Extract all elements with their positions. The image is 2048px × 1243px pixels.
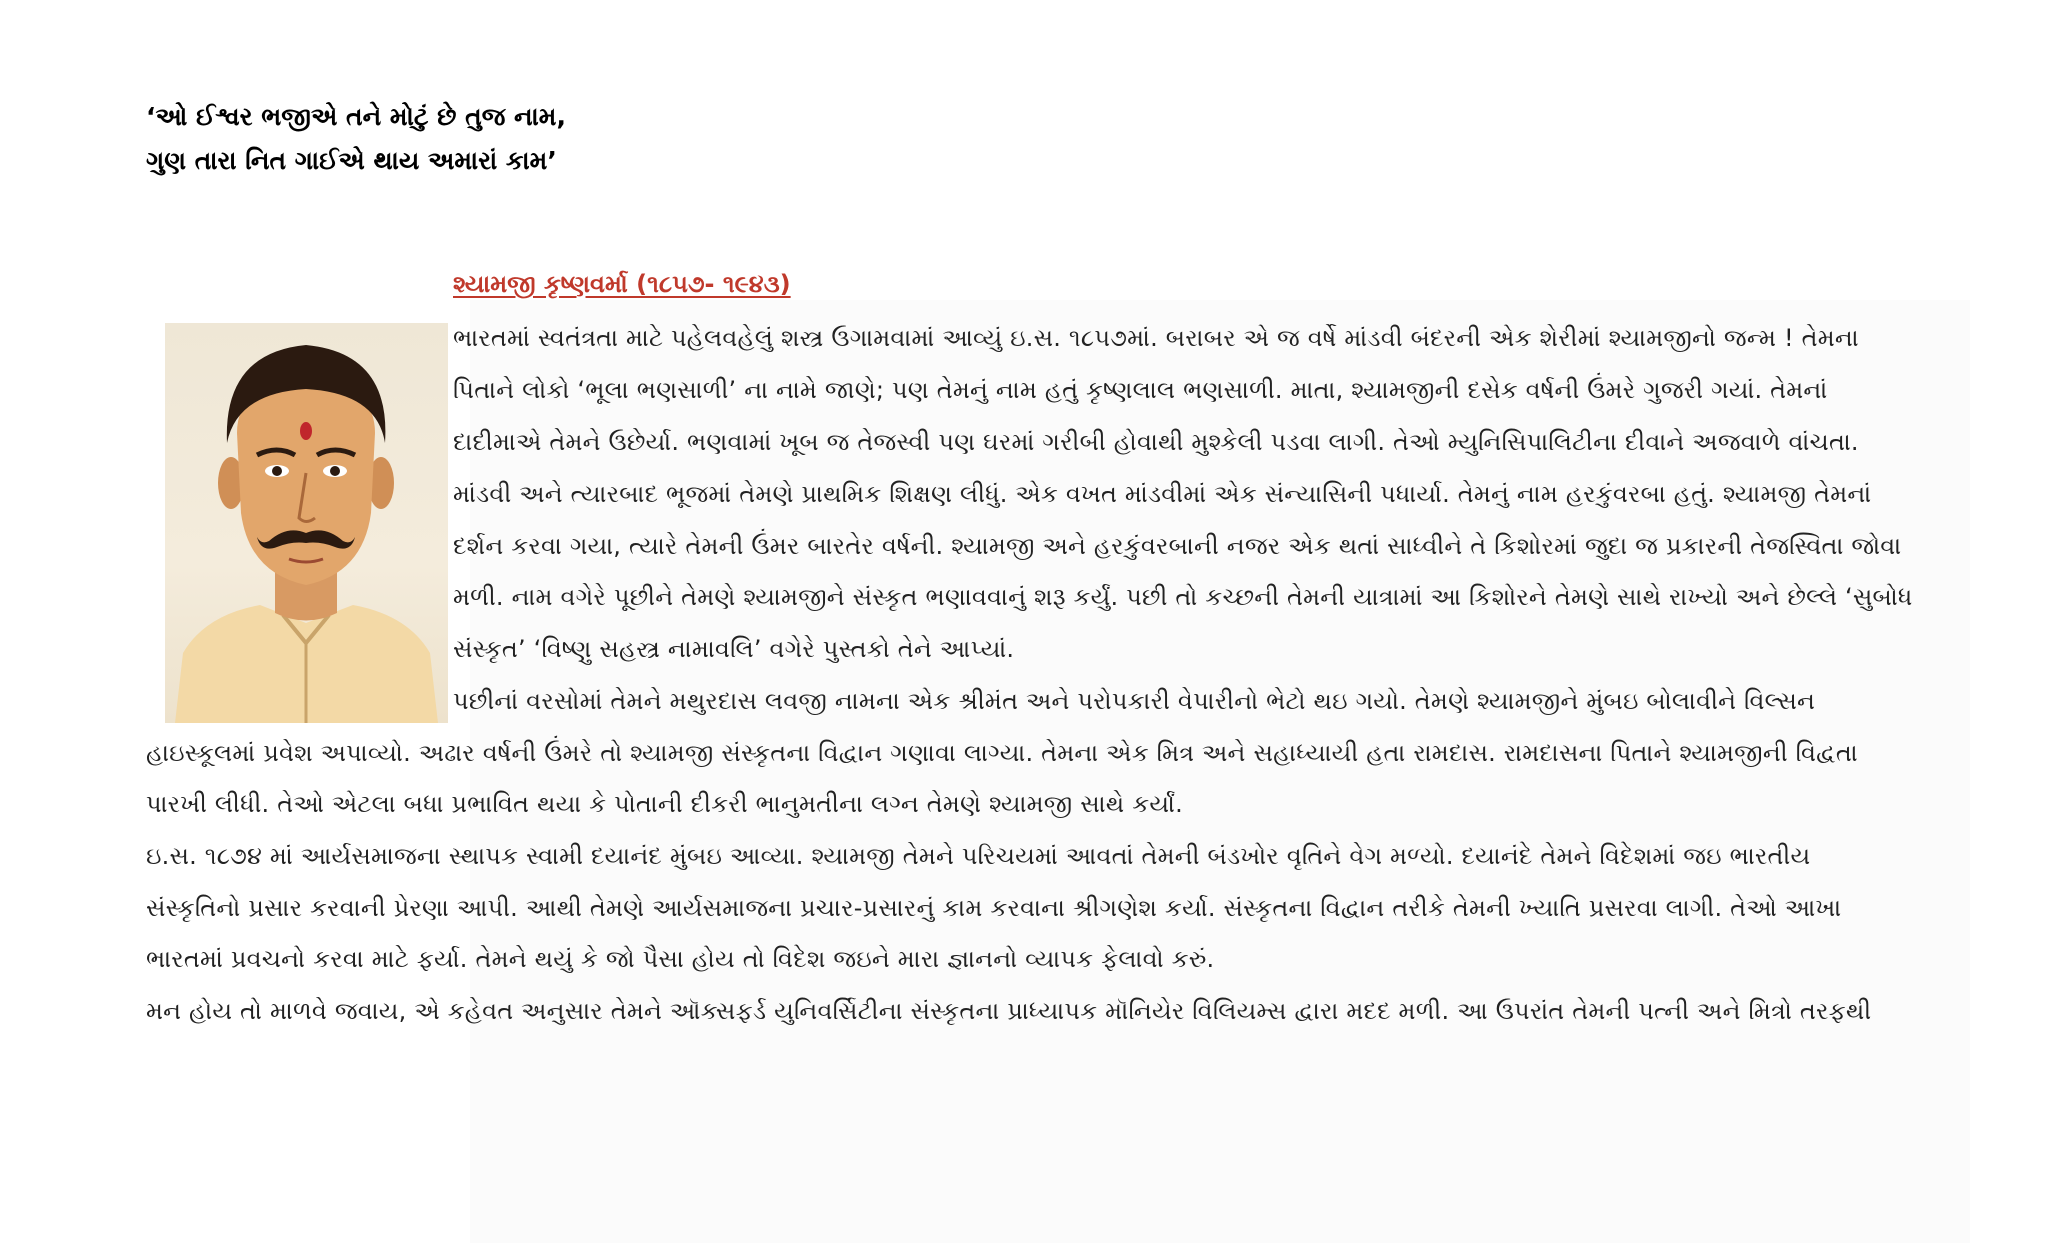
article-line: પારખી લીધી. તેઓ એટલા બધા પ્રભાવિત થયા કે પોતાની દીકરી ભાનુમતીના લગ્ન તેમણે શ્યામજી સાથે કર્યાં. [146, 790, 1183, 818]
article-line: દર્શન કરવા ગયા, ત્યારે તેમની ઉંમર બારતેર વર્ષની. શ્યામજી અને હરકુંવરબાની નજર એક થતાં સાધ્વીને તે કિશોરમાં જુદા જ પ્રકારની તેજસ્વિતા જોવા [453, 532, 1902, 560]
article-line: પછીનાં વરસોમાં તેમને મથુરદાસ લવજી નામના એક શ્રીમંત અને પરોપકારી વેપારીનો ભેટો થઇ ગયો. તેમણે શ્યામજીને મુંબઇ બોલાવીને વિલ્સન [453, 687, 1816, 715]
article-line: મળી. નામ વગેરે પૂછીને તેમણે શ્યામજીને સંસ્કૃત ભણાવવાનું શરૂ કર્યું. પછી તો કચ્છની તેમની યાત્રામાં આ કિશોરને તેમણે સાથે રાખ્યો અને છેલ્લે ‘સુબોધ [453, 583, 1913, 611]
prayer-line-2: ગુણ તારા નિત ગાઈએ થાય અમારાં કામ’ [146, 146, 557, 175]
article-line: પિતાને લોકો ‘ભૂલા ભણસાળી’ ના નામે જાણે; પણ તેમનું નામ હતું કૃષ્ણલાલ ભણસાળી. માતા, શ્યામજીની દસેક વર્ષની ઉંમરે ગુજરી ગયાં. તેમનાં [453, 376, 1828, 404]
article-line: માંડવી અને ત્યારબાદ ભૂજમાં તેમણે પ્રાથમિક શિક્ષણ લીધું. એક વખત માંડવીમાં એક સંન્યાસિની પધાર્યા. તેમનું નામ હરકુંવરબા હતું. શ્યામજી તેમનાં [453, 480, 1872, 508]
prayer-line-1: ‘ઓ ઈશ્વર ભજીએ તને મોટું છે તુજ નામ, [146, 102, 566, 131]
article-line: હાઇસ્કૂલમાં પ્રવેશ અપાવ્યો. અઢાર વર્ષની ઉંમરે તો શ્યામજી સંસ્કૃતના વિદ્વાન ગણાવા લાગ્યા. તેમના એક મિત્ર અને સહાધ્યાયી હતા રામદાસ. રામદાસના પિતાને શ્યામજીની વિદ્વતા [146, 739, 1858, 767]
article-line: મન હોય તો માળવે જવાય, એ કહેવત અનુસાર તેમને ઑક્સફર્ડ યુનિવર્સિટીના સંસ્કૃતના પ્રાધ્યાપક મૉનિયેર વિલિયમ્સ દ્વારા મદદ મળી. આ ઉપરાંત તેમની પત્ની અને મિત્રો તરફથી [146, 997, 1872, 1025]
prayer-verse [146, 95, 566, 183]
article-line: સંસ્કૃતિનો પ્રસાર કરવાની પ્રેરણા આપી. આથી તેમણે આર્યસમાજના પ્રચાર-પ્રસારનું કામ કરવાના શ્રીગણેશ કર્યા. સંસ્કૃતના વિદ્વાન તરીકે તેમની ખ્યાતિ પ્રસરવા લાગી. તેઓ આખા [146, 894, 1842, 922]
article-line: સંસ્કૃત’ ‘વિષ્ણુ સહસ્ત્ર નામાવલિ’ વગેરે પુસ્તકો તેને આપ્યાં. [453, 635, 1015, 663]
article-line: દાદીમાએ તેમને ઉછેર્યા. ભણવામાં ખૂબ જ તેજસ્વી પણ ઘરમાં ગરીબી હોવાથી મુશ્કેલી પડવા લાગી. તેઓ મ્યુનિસિપાલિટીના દીવાને અજવાળે વાંચતા. [453, 428, 1859, 456]
article-line: ઇ.સ. ૧૮૭૪ માં આર્યસમાજના સ્થાપક સ્વામી દયાનંદ મુંબઇ આવ્યા. શ્યામજી તેમને પરિચયમાં આવતાં તેમની બંડખોર વૃતિને વેગ મળ્યો. દયાનંદે તેમને વિદેશમાં જઇ ભારતીય [146, 842, 1811, 870]
article-heading: શ્યામજી કૃષ્ણવર્મા (૧૮૫૭- ૧૯૪૩) [453, 270, 791, 298]
article-line: ભારતમાં પ્રવચનો કરવા માટે ફર્યા. તેમને થયું કે જો પૈસા હોય તો વિદેશ જઇને મારા જ્ઞાનનો વ્યાપક ફેલાવો કરું. [146, 945, 1215, 973]
portrait-image [165, 323, 448, 723]
article-line: ભારતમાં સ્વતંત્રતા માટે પહેલવહેલું શસ્ત્ર ઉગામવામાં આવ્યું ઇ.સ. ૧૮૫૭માં. બરાબર એ જ વર્ષે માંડવી બંદરની એક શેરીમાં શ્યામજીનો જન્મ ! તેમના [453, 324, 1859, 352]
